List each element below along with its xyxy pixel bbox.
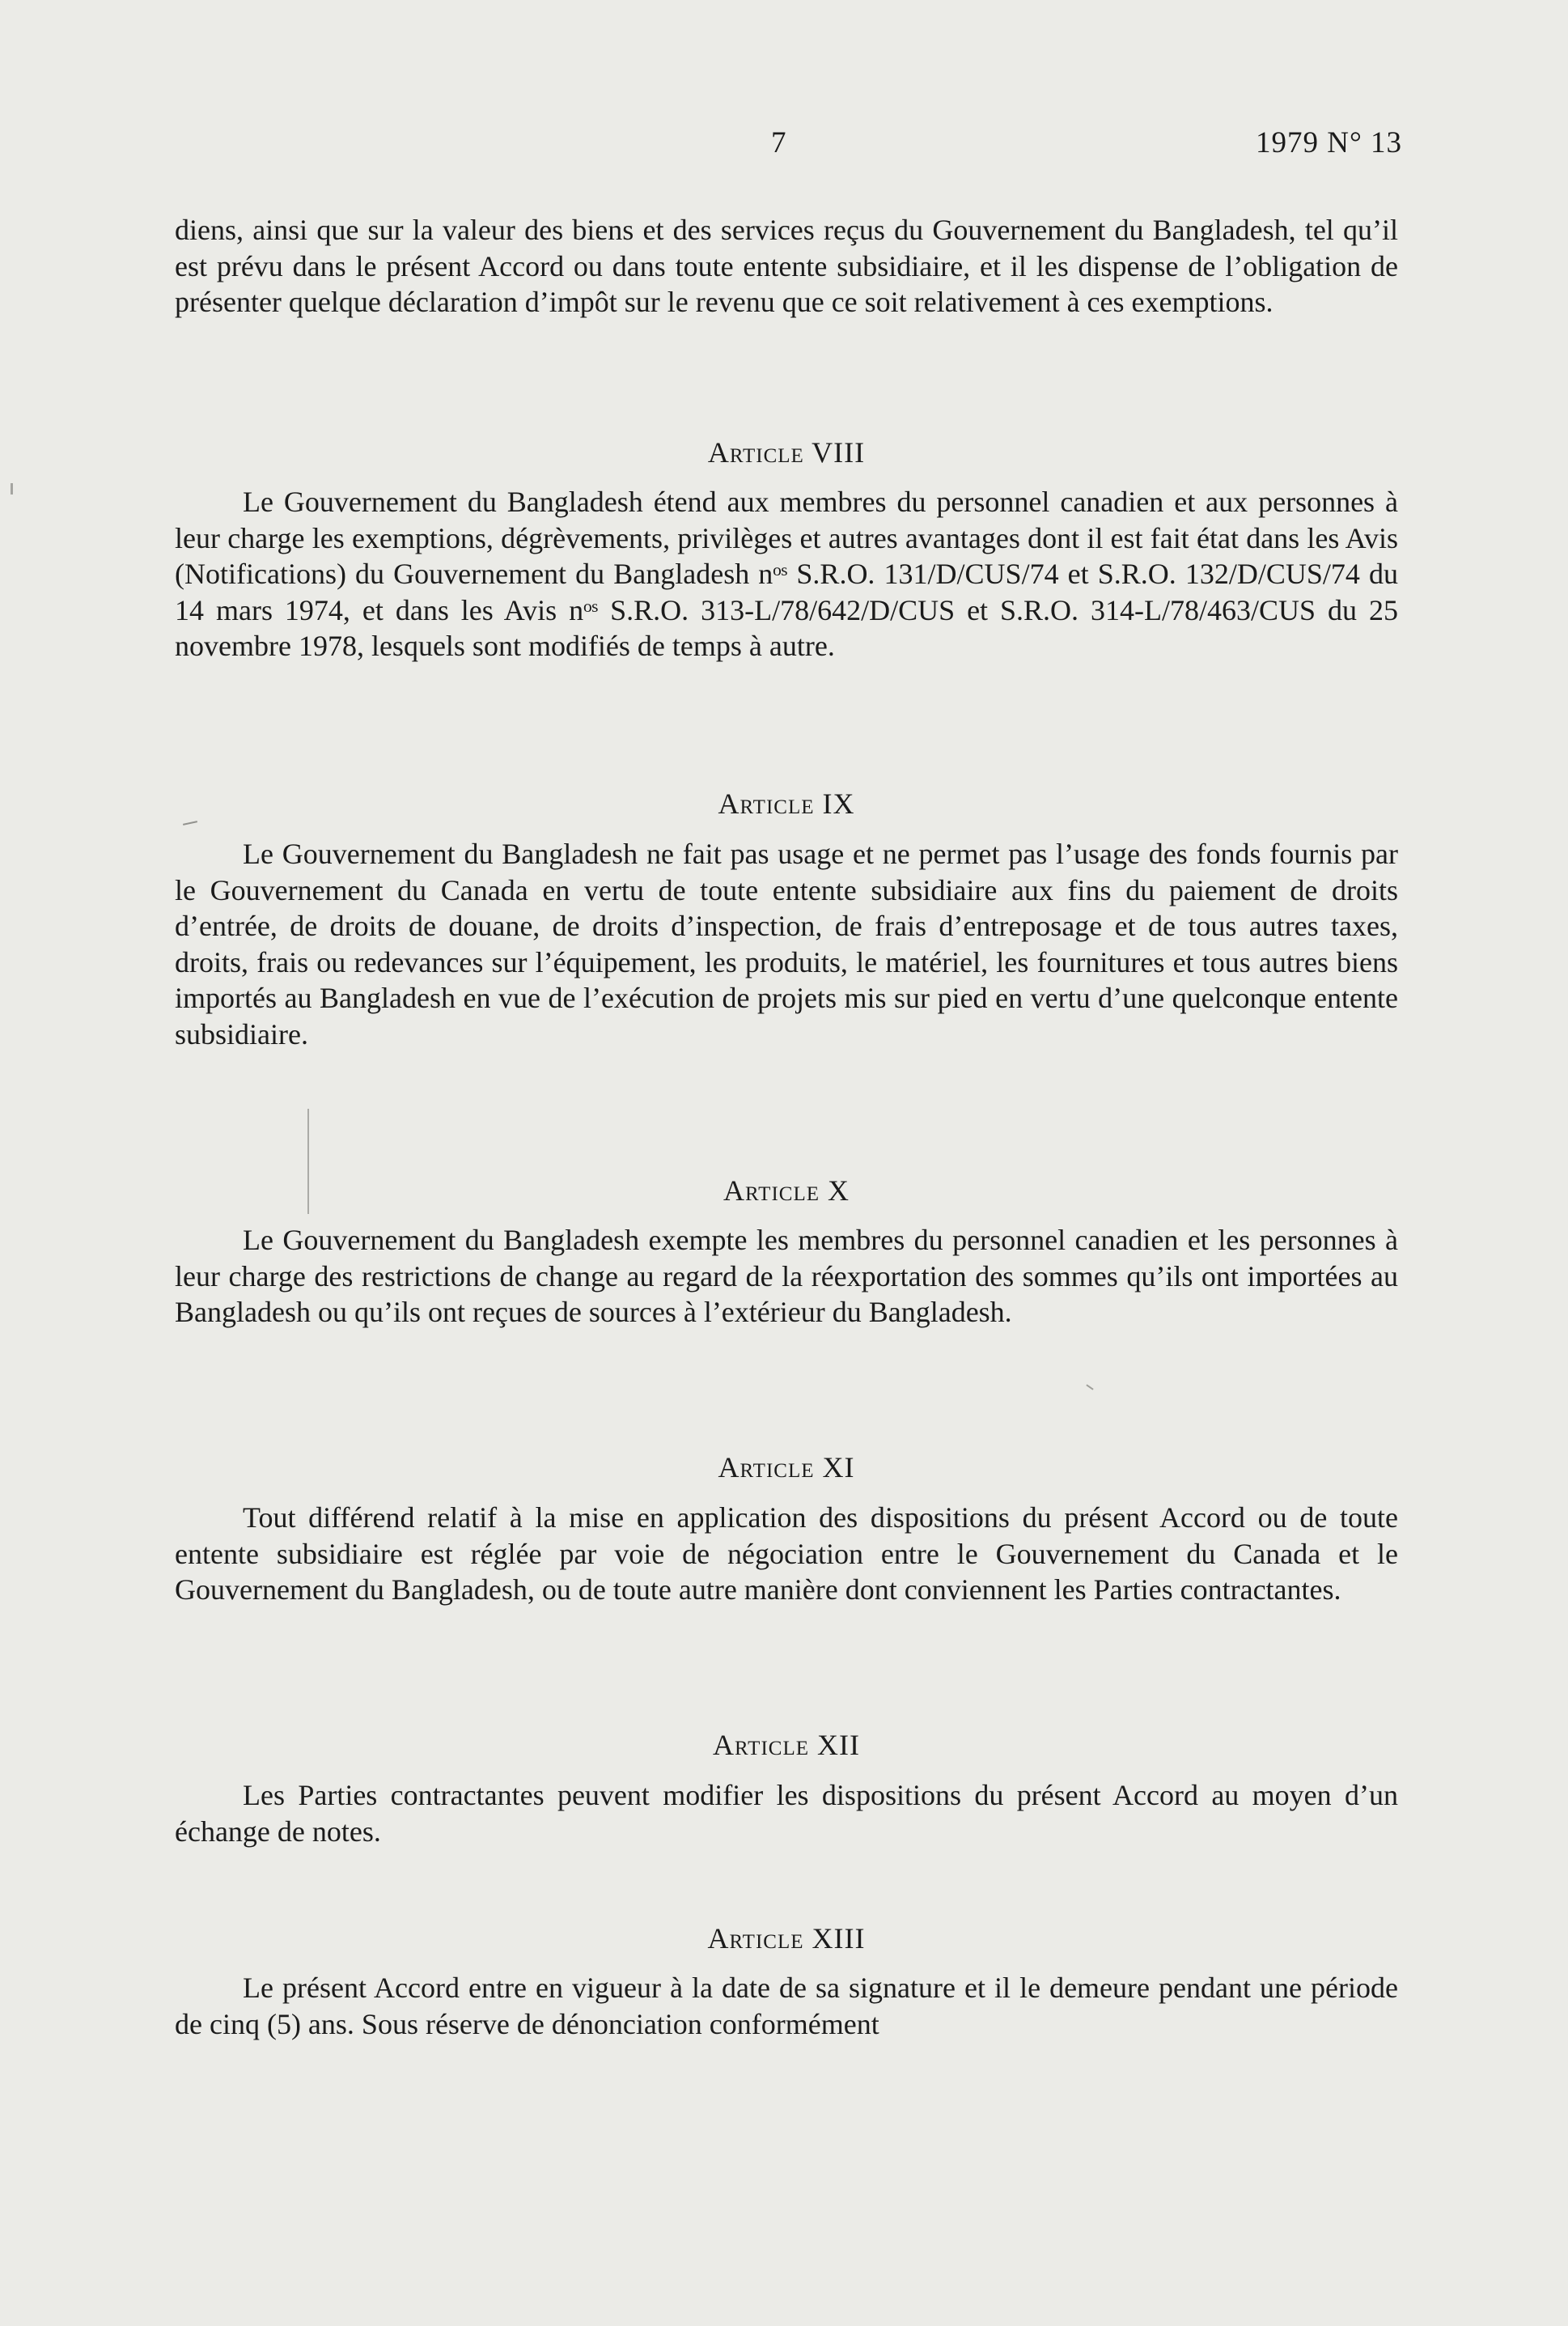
stray-mark: [183, 821, 197, 826]
article-paragraph: Les Parties contractantes peuvent modifier les dispositions du présent Accord au moyen d’un échange de notes.: [175, 1779, 1398, 1848]
article-heading: Article IX: [718, 787, 855, 820]
paragraph-continued: diens, ainsi que sur la valeur des biens et des services reçus du Gouvernement du Bangladesh, tel qu’il est prévu dans le présent Accord ou dans toute entente subsidiaire, et il les dispense de l’obligation de présenter quelque déclaration d’impôt sur le revenu que ce soit relativement à ces exemptions.: [175, 214, 1398, 318]
stray-mark: [11, 483, 13, 494]
article-paragraph: Le Gouvernement du Bangladesh étend aux membres du personnel canadien et aux personnes à leur charge les exemptions, dégrèvements, privilèges et autres avantages dont il est fait état dans les Avis (Notifications) du Gouvernement du Bangladesh nᵒˢ S.R.O. 131/D/CUS/74 et S.R.O. 132/D/CUS/74 du 14 mars 1974, et dans les Avis nᵒˢ S.R.O. 313-L/78/642/D/CUS et S.R.O. 314-L/78/463/CUS du 25 novembre 1978, lesquels sont modifiés de temps à autre.: [175, 486, 1398, 662]
margin-line-mark: [307, 1109, 309, 1214]
article-heading: Article VIII: [707, 436, 866, 469]
article-heading: Article XI: [718, 1451, 855, 1483]
page-number: 7: [771, 126, 786, 159]
article-paragraph: Le Gouvernement du Bangladesh ne fait pas usage et ne permet pas l’usage des fonds fournis par le Gouvernement du Canada en vertu de toute entente subsidiaire aux fins du paiement de droits d’entrée, de droits de douane, de droits d’inspection, de frais d’entreposage et de tous autres taxes, droits, frais ou redevances sur l’équipement, les produits, le matériel, les fournitures et tous autres biens importés au Bangladesh en vue de l’exécution de projets mis sur pied en vertu d’une quelconque entente subsidiaire.: [175, 838, 1398, 1051]
stray-mark: [1086, 1384, 1093, 1390]
article-heading: Article XII: [713, 1729, 860, 1761]
article-heading: Article XIII: [707, 1922, 866, 1955]
article-paragraph: Le Gouvernement du Bangladesh exempte les membres du personnel canadien et les personnes à leur charge des restrictions de change au regard de la réexportation des sommes qu’ils ont importées au Bangladesh ou qu’ils ont reçues de sources à l’extérieur du Bangladesh.: [175, 1224, 1398, 1328]
document-reference: 1979 N° 13: [1255, 126, 1402, 159]
article-paragraph: Tout différend relatif à la mise en application des dispositions du présent Accord ou de toute entente subsidiaire est réglée par voie de négociation entre le Gouvernement du Canada et le Gouvernement du Bangladesh, ou de toute autre manière dont conviennent les Parties contractantes.: [175, 1501, 1398, 1606]
article-paragraph: Le présent Accord entre en vigueur à la date de sa signature et il le demeure pendant une période de cinq (5) ans. Sous réserve de dénonciation conformément: [175, 1972, 1398, 2040]
article-heading: Article X: [723, 1174, 850, 1207]
